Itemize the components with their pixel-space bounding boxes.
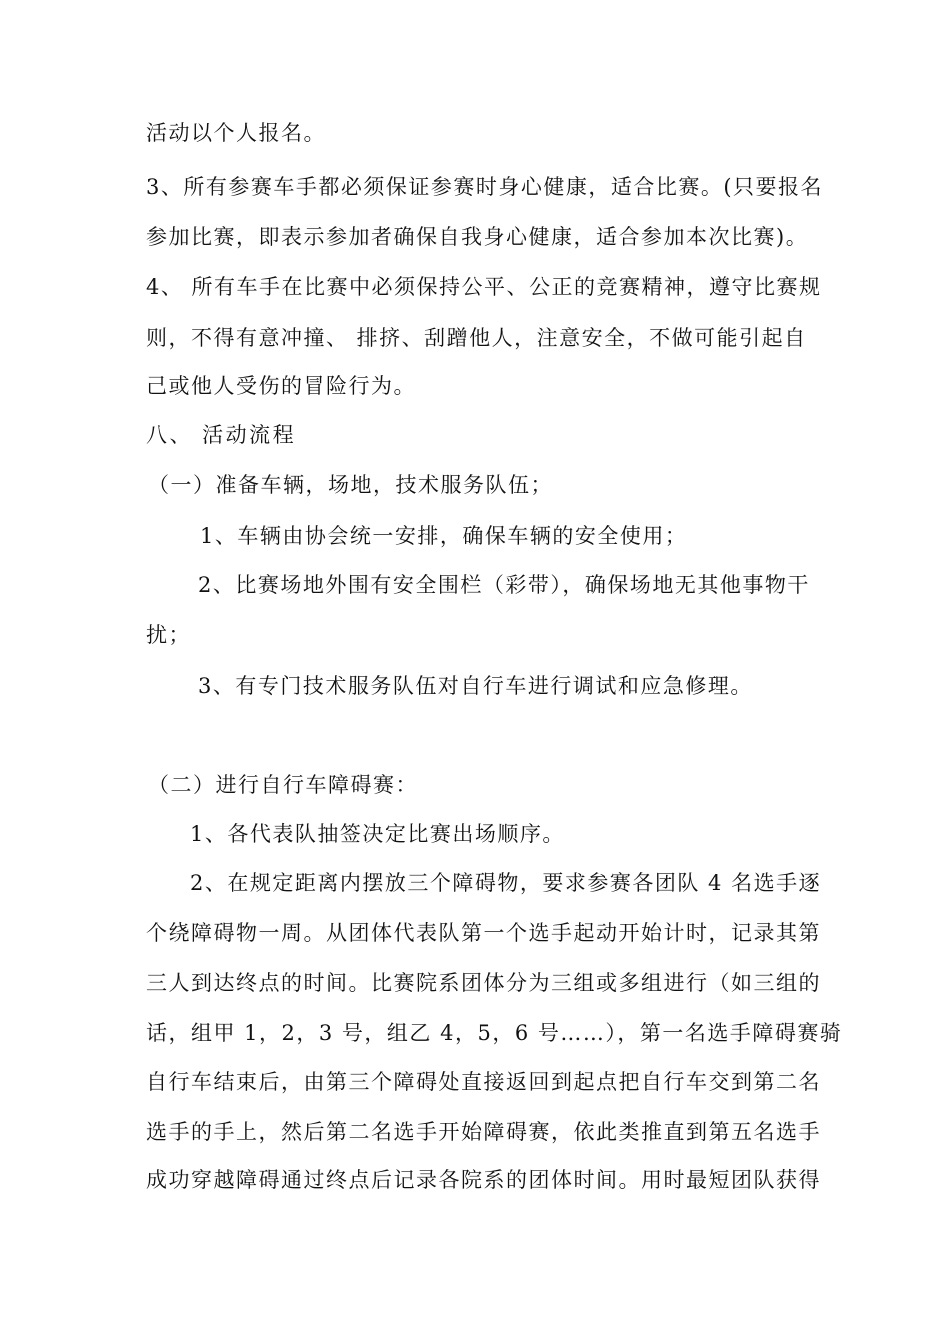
list-item-continuation: 扰； bbox=[146, 623, 191, 647]
rule-3-line: 3、所有参赛车手都必须保证参赛时身心健康，适合比赛。(只要报名 bbox=[146, 175, 824, 199]
rule-4-line: 4、 所有车手在比赛中必须保持公平、公正的竞赛精神，遵守比赛规 bbox=[146, 275, 822, 299]
list-item: 2、比赛场地外围有安全围栏（彩带），确保场地无其他事物干 bbox=[198, 573, 810, 597]
list-item: 1、各代表队抽签决定比赛出场顺序。 bbox=[190, 822, 565, 846]
paragraph-line: 活动以个人报名。 bbox=[146, 121, 326, 145]
list-item: 1、车辆由协会统一安排，确保车辆的安全使用； bbox=[200, 524, 688, 548]
paragraph-line: 自行车结束后，由第三个障碍处直接返回到起点把自行车交到第二名 bbox=[146, 1070, 821, 1094]
paragraph-line: 成功穿越障碍通过终点后记录各院系的团体时间。用时最短团队获得 bbox=[146, 1168, 821, 1192]
rule-3-line: 参加比赛，即表示参加者确保自我身心健康，适合参加本次比赛)。 bbox=[146, 225, 809, 249]
subsection-heading: （一）准备车辆，场地，技术服务队伍； bbox=[148, 473, 553, 497]
subsection-heading: （二）进行自行车障碍赛： bbox=[148, 773, 418, 797]
paragraph-line: 个绕障碍物一周。从团体代表队第一个选手起动开始计时，记录其第 bbox=[146, 921, 821, 945]
section-heading: 八、 活动流程 bbox=[146, 423, 297, 447]
rule-4-line: 己或他人受伤的冒险行为。 bbox=[146, 374, 416, 398]
rule-4-line: 则，不得有意冲撞、 排挤、刮蹭他人，注意安全，不做可能引起自 bbox=[146, 326, 807, 350]
list-item: 2、在规定距离内摆放三个障碍物，要求参赛各团队 4 名选手逐 bbox=[190, 871, 822, 895]
paragraph-line: 三人到达终点的时间。比赛院系团体分为三组或多组进行（如三组的 bbox=[146, 971, 821, 995]
list-item: 3、有专门技术服务队伍对自行车进行调试和应急修理。 bbox=[198, 674, 753, 698]
paragraph-line: 选手的手上，然后第二名选手开始障碍赛，依此类推直到第五名选手 bbox=[146, 1120, 821, 1144]
paragraph-line: 话，组甲 1，2，3 号，组乙 4，5，6 号……），第一名选手障碍赛骑 bbox=[146, 1021, 843, 1045]
